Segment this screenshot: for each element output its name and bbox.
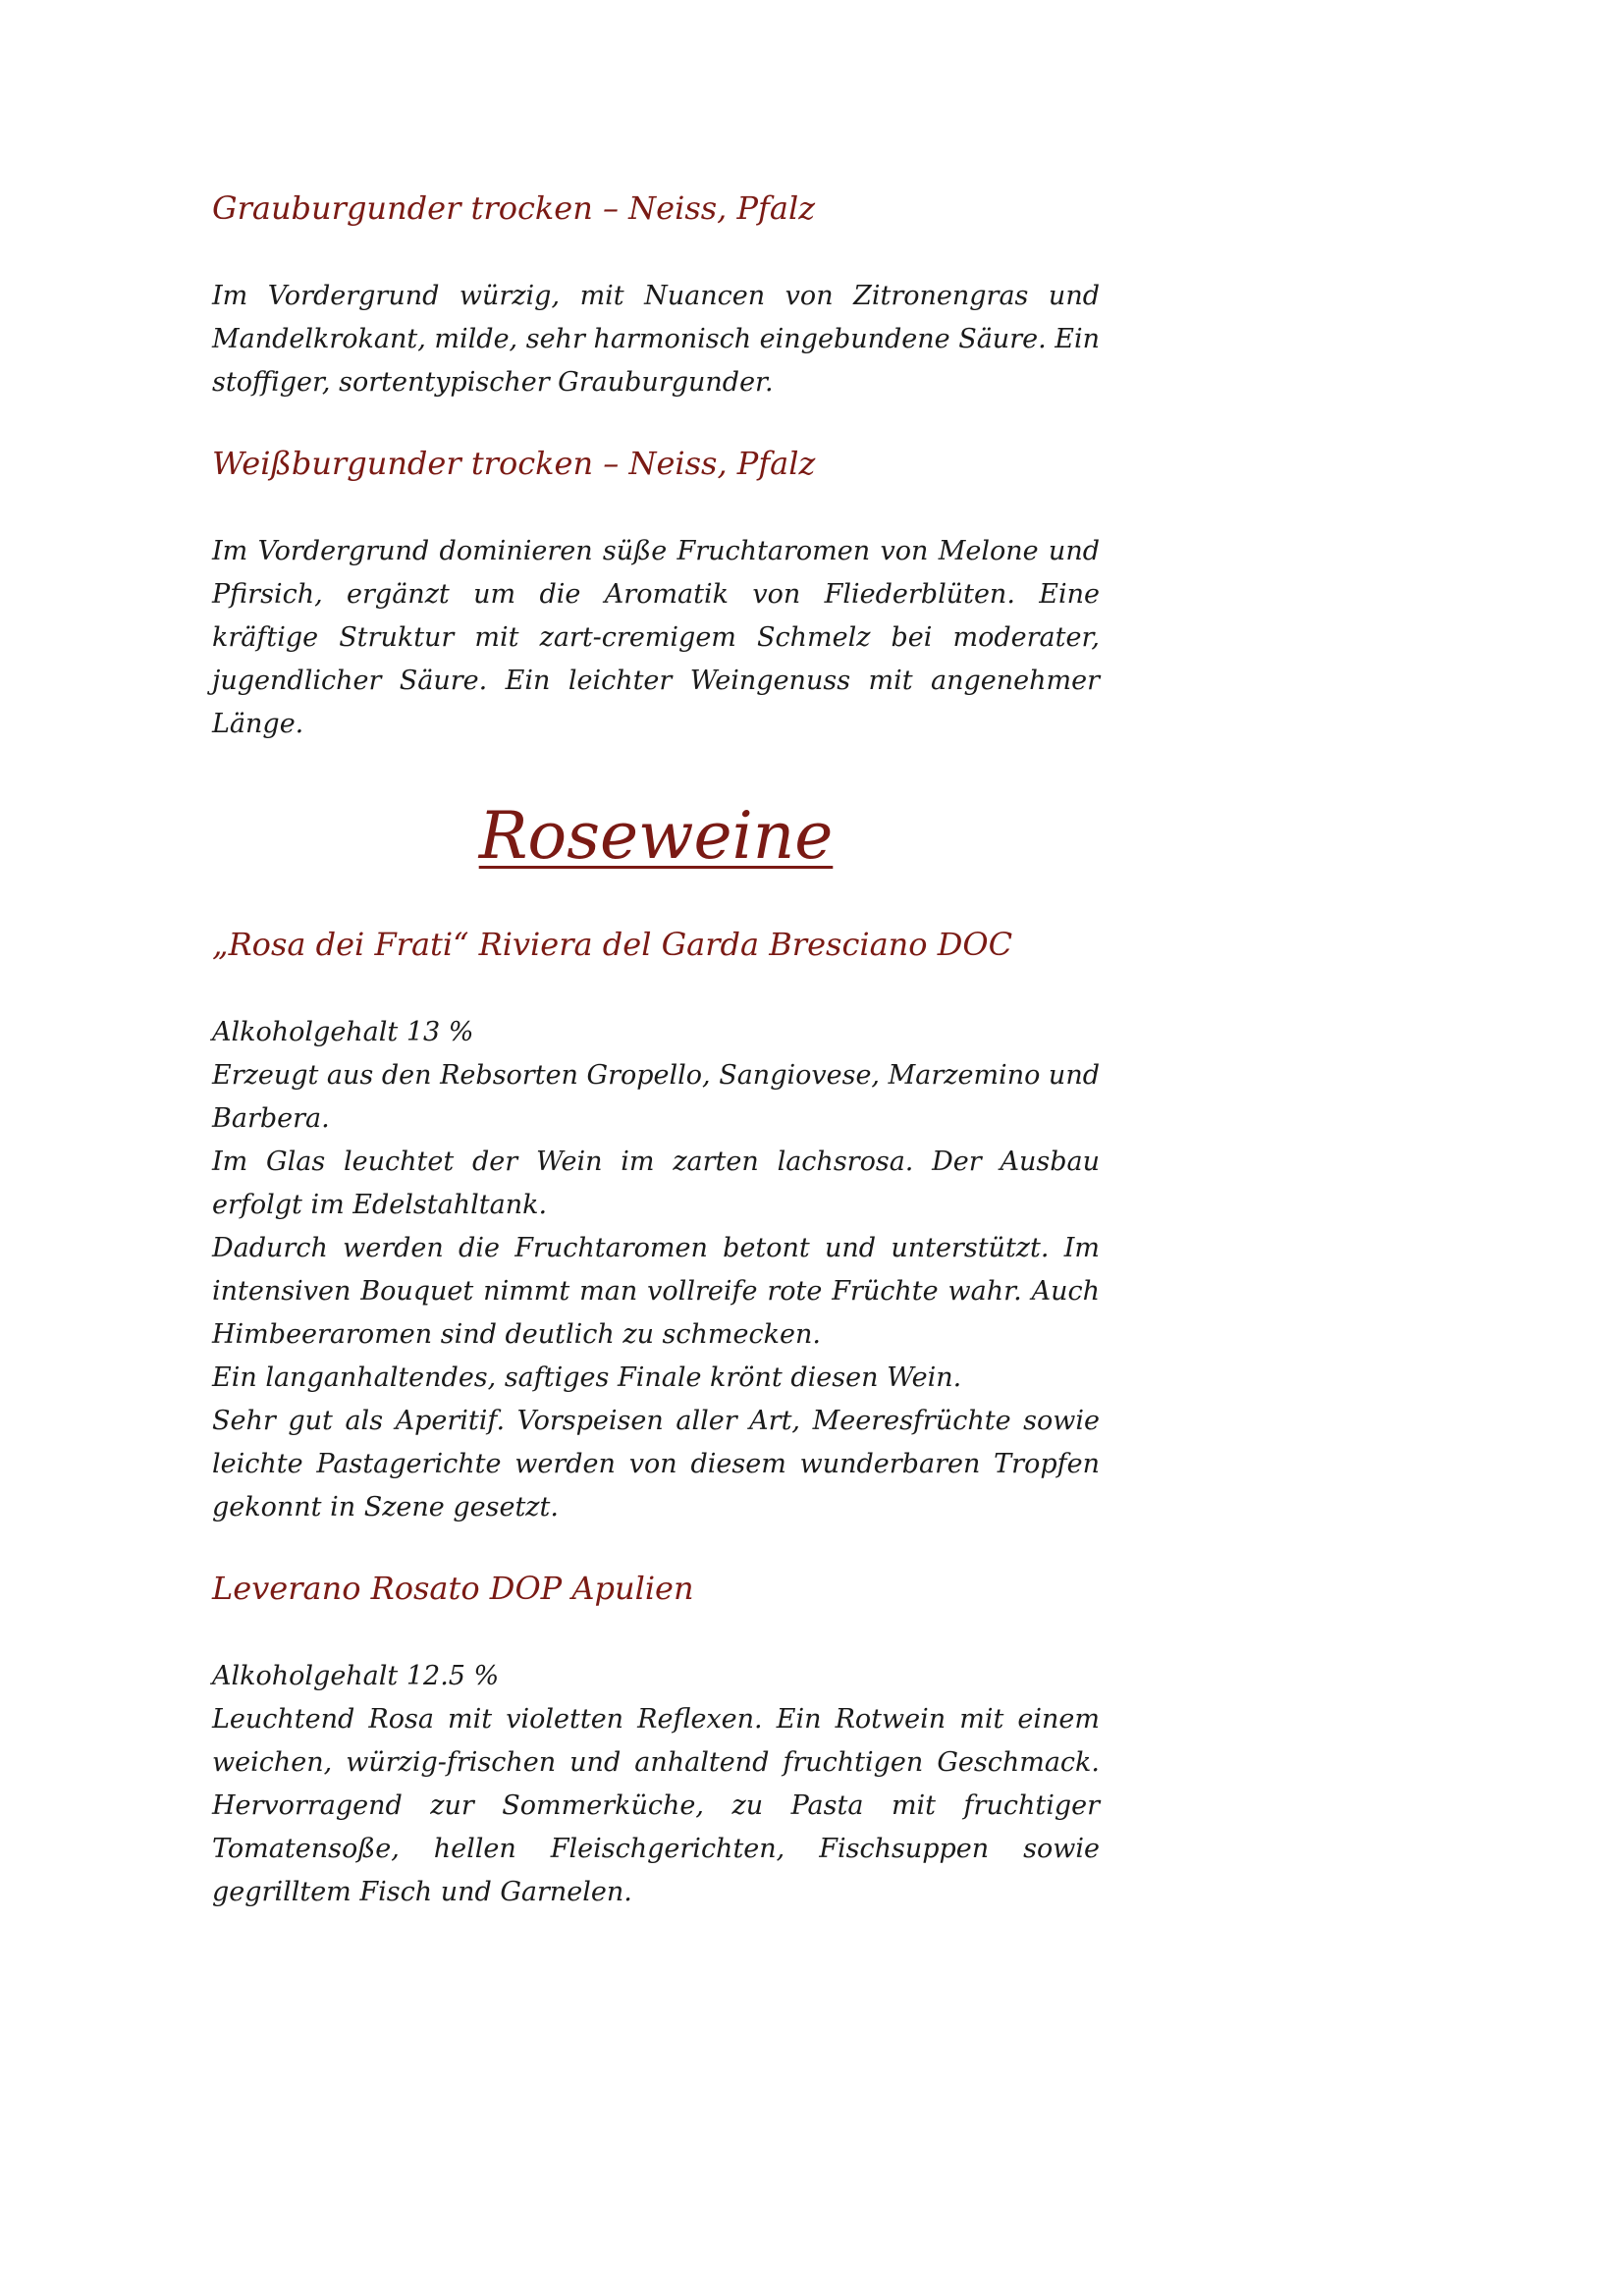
section-heading-roseweine: Roseweine [478, 798, 834, 874]
wine-alcohol-content: Alkoholgehalt 13 % [212, 1017, 474, 1047]
wine-description-line: Im Vordergrund dominieren süße Fruchtaromen von Melone und Pfirsich, ergänzt um die Aromatik von Fliederblüten. Eine kräftige Struktur mit zart-cremigem Schmelz bei moderater, jugendlicher Säure. Ein leichter Weingenuss mit angenehmer Länge. [212, 536, 1100, 739]
wine-description-line: Im Vordergrund würzig, mit Nuancen von Zitronengras und Mandelkrokant, milde, sehr harmonisch eingebundene Säure. Ein stoffiger, sortentypischer Grauburgunder. [212, 281, 1100, 398]
wine-description-line: Im Glas leuchtet der Wein im zarten lachsrosa. Der Ausbau erfolgt im Edelstahltank. [212, 1147, 1100, 1220]
wine-description-weissburgunder [212, 530, 1100, 746]
wine-description-line: Ein langanhaltendes, saftiges Finale krönt diesen Wein. [212, 1362, 962, 1393]
wine-description-leverano-rosato [212, 1655, 1100, 1914]
wine-title-leverano-rosato: Leverano Rosato DOP Apulien [212, 1570, 694, 1607]
wine-description-line: Leuchtend Rosa mit violetten Reflexen. Ein Rotwein mit einem weichen, würzig-frischen und anhaltend fruchtigen Geschmack. Hervorragend zur Sommerküche, zu Pasta mit fruchtiger Tomatensoße, hellen Fleischgerichten, Fischsuppen sowie gegrilltem Fisch und Garnelen. [212, 1704, 1100, 1907]
wine-alcohol-content: Alkoholgehalt 12.5 % [212, 1661, 500, 1691]
wine-title-grauburgunder: Grauburgunder trocken – Neiss, Pfalz [212, 189, 816, 227]
wine-description-line: Erzeugt aus den Rebsorten Gropello, Sangiovese, Marzemino und Barbera. [212, 1060, 1100, 1134]
wine-description-line: Sehr gut als Aperitif. Vorspeisen aller Art, Meeresfrüchte sowie leichte Pastagerichte werden von diesem wunderbaren Tropfen gekonnt in Szene gesetzt. [212, 1406, 1100, 1522]
wine-description-grauburgunder [212, 275, 1100, 404]
wine-title-rosa-dei-frati: „Rosa dei Frati“ Riviera del Garda Bresciano DOC [212, 926, 1013, 963]
wine-title-weissburgunder: Weißburgunder trocken – Neiss, Pfalz [212, 445, 816, 482]
wine-description-rosa-dei-frati [212, 1011, 1100, 1529]
wine-description-line: Dadurch werden die Fruchtaromen betont und unterstützt. Im intensiven Bouquet nimmt man vollreife rote Früchte wahr. Auch Himbeeraromen sind deutlich zu schmecken. [212, 1233, 1100, 1350]
wine-menu-page [212, 187, 1100, 1914]
